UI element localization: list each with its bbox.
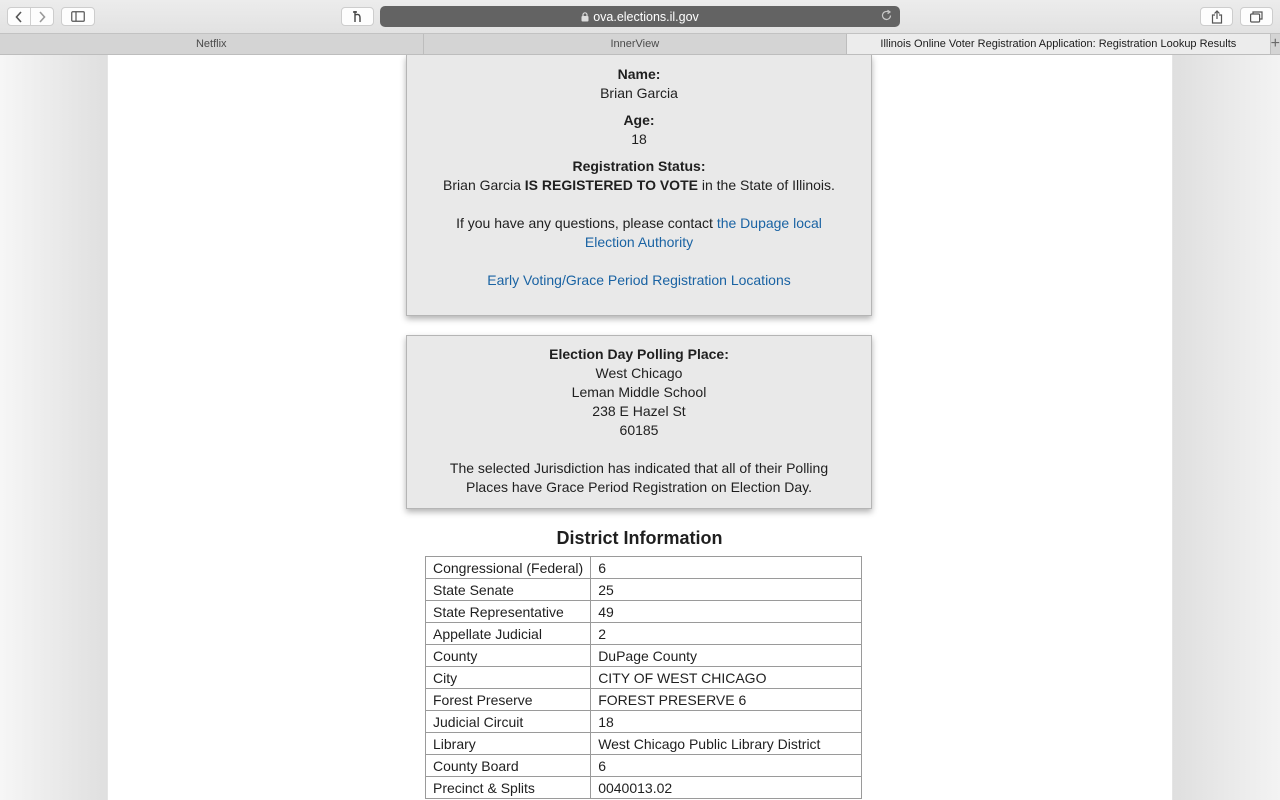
contact-text [407, 214, 871, 252]
grace-period-note: The selected Jurisdiction has indicated that all of their Polling Places have Grace Period Registration on Election Day. [449, 460, 829, 495]
tab-netflix[interactable]: Netflix [0, 34, 424, 54]
sidebar-icon [71, 11, 85, 22]
contact-prefix: If you have any questions, please contact [456, 215, 713, 231]
new-tab-button[interactable]: + [1270, 35, 1280, 52]
district-value: 18 [591, 711, 862, 733]
share-button[interactable] [1200, 7, 1233, 26]
registration-status [407, 176, 871, 195]
reload-icon[interactable] [880, 9, 893, 22]
district-value: West Chicago Public Library District [591, 733, 862, 755]
name-label: Name: [617, 66, 661, 82]
polling-place-panel [406, 335, 872, 509]
share-icon [1211, 10, 1223, 24]
age-label: Age: [623, 112, 655, 128]
district-value: 49 [591, 601, 862, 623]
district-key: County Board [426, 755, 591, 777]
back-button[interactable] [8, 8, 30, 25]
table-row [426, 689, 862, 711]
district-key: Appellate Judicial [426, 623, 591, 645]
district-key: Precinct & Splits [426, 777, 591, 799]
address-bar[interactable] [380, 6, 900, 27]
tab-bar [0, 33, 1280, 55]
voter-info-panel [406, 55, 872, 316]
district-key: State Senate [426, 579, 591, 601]
table-row [426, 601, 862, 623]
district-value: CITY OF WEST CHICAGO [591, 667, 862, 689]
forward-button[interactable] [30, 8, 53, 25]
lock-icon [581, 12, 589, 22]
table-row [426, 733, 862, 755]
district-key: Library [426, 733, 591, 755]
district-value: 6 [591, 755, 862, 777]
table-row [426, 711, 862, 733]
election-authority-link[interactable]: the Dupage local Election Authority [584, 215, 822, 250]
district-key: County [426, 645, 591, 667]
polling-place-name: Leman Middle School [571, 384, 707, 400]
polling-place-label: Election Day Polling Place: [549, 346, 729, 362]
table-row [426, 557, 862, 579]
district-key: Forest Preserve [426, 689, 591, 711]
district-value: FOREST PRESERVE 6 [591, 689, 862, 711]
status-label: Registration Status: [572, 158, 706, 174]
district-value: 6 [591, 557, 862, 579]
district-key: City [426, 667, 591, 689]
tabs-icon [1250, 11, 1263, 23]
voter-name: Brian Garcia [600, 85, 678, 101]
district-value: DuPage County [591, 645, 862, 667]
district-value: 0040013.02 [591, 777, 862, 799]
status-suffix: in the State of Illinois. [701, 177, 835, 193]
table-row [426, 777, 862, 799]
polling-zip: 60185 [619, 422, 659, 438]
district-value: 2 [591, 623, 862, 645]
voter-age: 18 [631, 131, 647, 147]
page-viewport [0, 55, 1280, 800]
polling-city: West Chicago [595, 365, 683, 381]
extension-button[interactable] [341, 7, 374, 26]
table-row [426, 755, 862, 777]
chevron-left-icon [15, 11, 23, 23]
tab-innerview[interactable]: InnerView [424, 34, 848, 54]
history-nav [7, 7, 54, 26]
district-key: Judicial Circuit [426, 711, 591, 733]
polling-street: 238 E Hazel St [592, 403, 686, 419]
status-voter-name: Brian Garcia [443, 177, 521, 193]
district-table [425, 556, 862, 799]
tab-registration-lookup[interactable]: Illinois Online Voter Registration Application: Registration Lookup Results [847, 34, 1271, 54]
sidebar-button[interactable] [61, 7, 95, 26]
browser-toolbar [0, 0, 1280, 33]
district-heading: District Information [556, 528, 723, 548]
district-value: 25 [591, 579, 862, 601]
table-row [426, 645, 862, 667]
status-registered: IS REGISTERED TO VOTE [524, 177, 698, 193]
extension-icon [352, 10, 364, 23]
page-content [108, 55, 1171, 800]
early-voting-link[interactable]: Early Voting/Grace Period Registration Locations [487, 272, 791, 288]
chevron-right-icon [38, 11, 46, 23]
district-key: Congressional (Federal) [426, 557, 591, 579]
url-text: ova.elections.il.gov [593, 9, 699, 24]
table-row [426, 623, 862, 645]
tabs-overview-button[interactable] [1240, 7, 1273, 26]
table-row [426, 579, 862, 601]
district-key: State Representative [426, 601, 591, 623]
table-row [426, 667, 862, 689]
